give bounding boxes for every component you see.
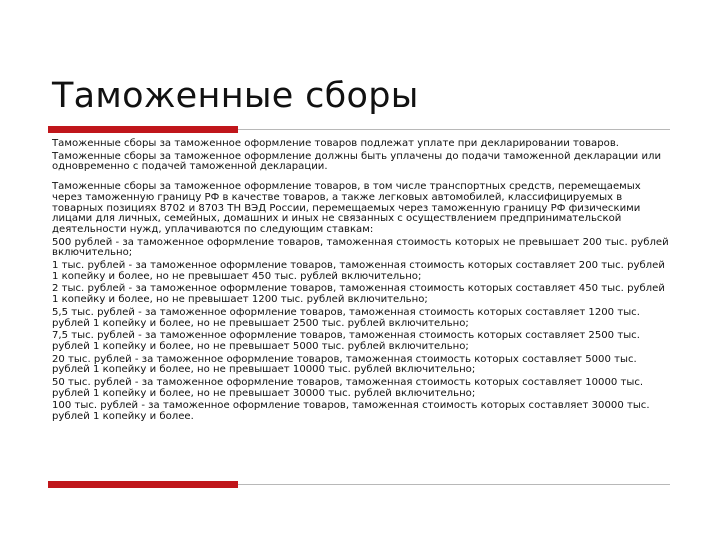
footer-divider-accent bbox=[48, 481, 238, 488]
slide-title: Таможенные сборы bbox=[52, 76, 419, 116]
rate-item: 5,5 тыс. рублей - за таможенное оформление товаров, таможенная стоимость которых составляет 1200 тыс. рублей 1 копейку и более, но не превышает 2500 тыс. рублей включительно; bbox=[52, 306, 640, 329]
rate-item: 1 тыс. рублей - за таможенное оформление товаров, таможенная стоимость которых составляет 200 тыс. рублей 1 копейку и более, но не превышает 450 тыс. рублей включительно; bbox=[52, 260, 665, 282]
slide-body bbox=[52, 139, 674, 425]
rate-item: 2 тыс. рублей - за таможенное оформление товаров, таможенная стоимость которых составляет 450 тыс. рублей 1 копейку и более, но не превышает 1200 тыс. рублей включительно; bbox=[52, 283, 665, 306]
rate-item: 500 рублей - за таможенное оформление товаров, таможенная стоимость которых не превышает 200 тыс. рублей включительно; bbox=[52, 236, 669, 259]
rate-item: 7,5 тыс. рублей - за таможенное оформление товаров, таможенная стоимость которых составляет 2500 тыс. рублей 1 копейку и более, но не превышает 5000 тыс. рублей включительно; bbox=[52, 330, 640, 352]
rate-item: 50 тыс. рублей - за таможенное оформление товаров, таможенная стоимость которых составляет 10000 тыс. рублей 1 копейку и более, но не превышает 30000 тыс. рублей включительно; bbox=[52, 377, 644, 399]
rate-item: 20 тыс. рублей - за таможенное оформление товаров, таможенная стоимость которых составляет 5000 тыс. рублей 1 копейку и более, но не превышает 10000 тыс. рублей включительно; bbox=[52, 353, 637, 376]
title-divider-accent bbox=[48, 126, 238, 133]
paragraph-payment-timing: Таможенные сборы за таможенное оформление должны быть уплачены до подачи таможенной декларации или одновременно с подачей таможенной декларации. bbox=[52, 150, 662, 173]
paragraph-intro: Таможенные сборы за таможенное оформление товаров подлежат уплате при декларировании товаров. bbox=[52, 138, 619, 149]
paragraph-rates-intro: Таможенные сборы за таможенное оформление товаров, в том числе транспортных средств, перемещаемых через таможенную границу РФ в качестве товаров, а также легковых автомобилей, классифицируемых в товарных позициях 8702 и 8703 ТН ВЭД России, перемещаемых через таможенную границу РФ физическими лицами для личных, семейных, домашних и иных не связанных с осуществлением предпринимательской деятельности нужд, уплачиваются по следующим ставкам: bbox=[52, 181, 641, 235]
rate-item: 100 тыс. рублей - за таможенное оформление товаров, таможенная стоимость которых составляет 30000 тыс. рублей 1 копейку и более. bbox=[52, 400, 650, 423]
